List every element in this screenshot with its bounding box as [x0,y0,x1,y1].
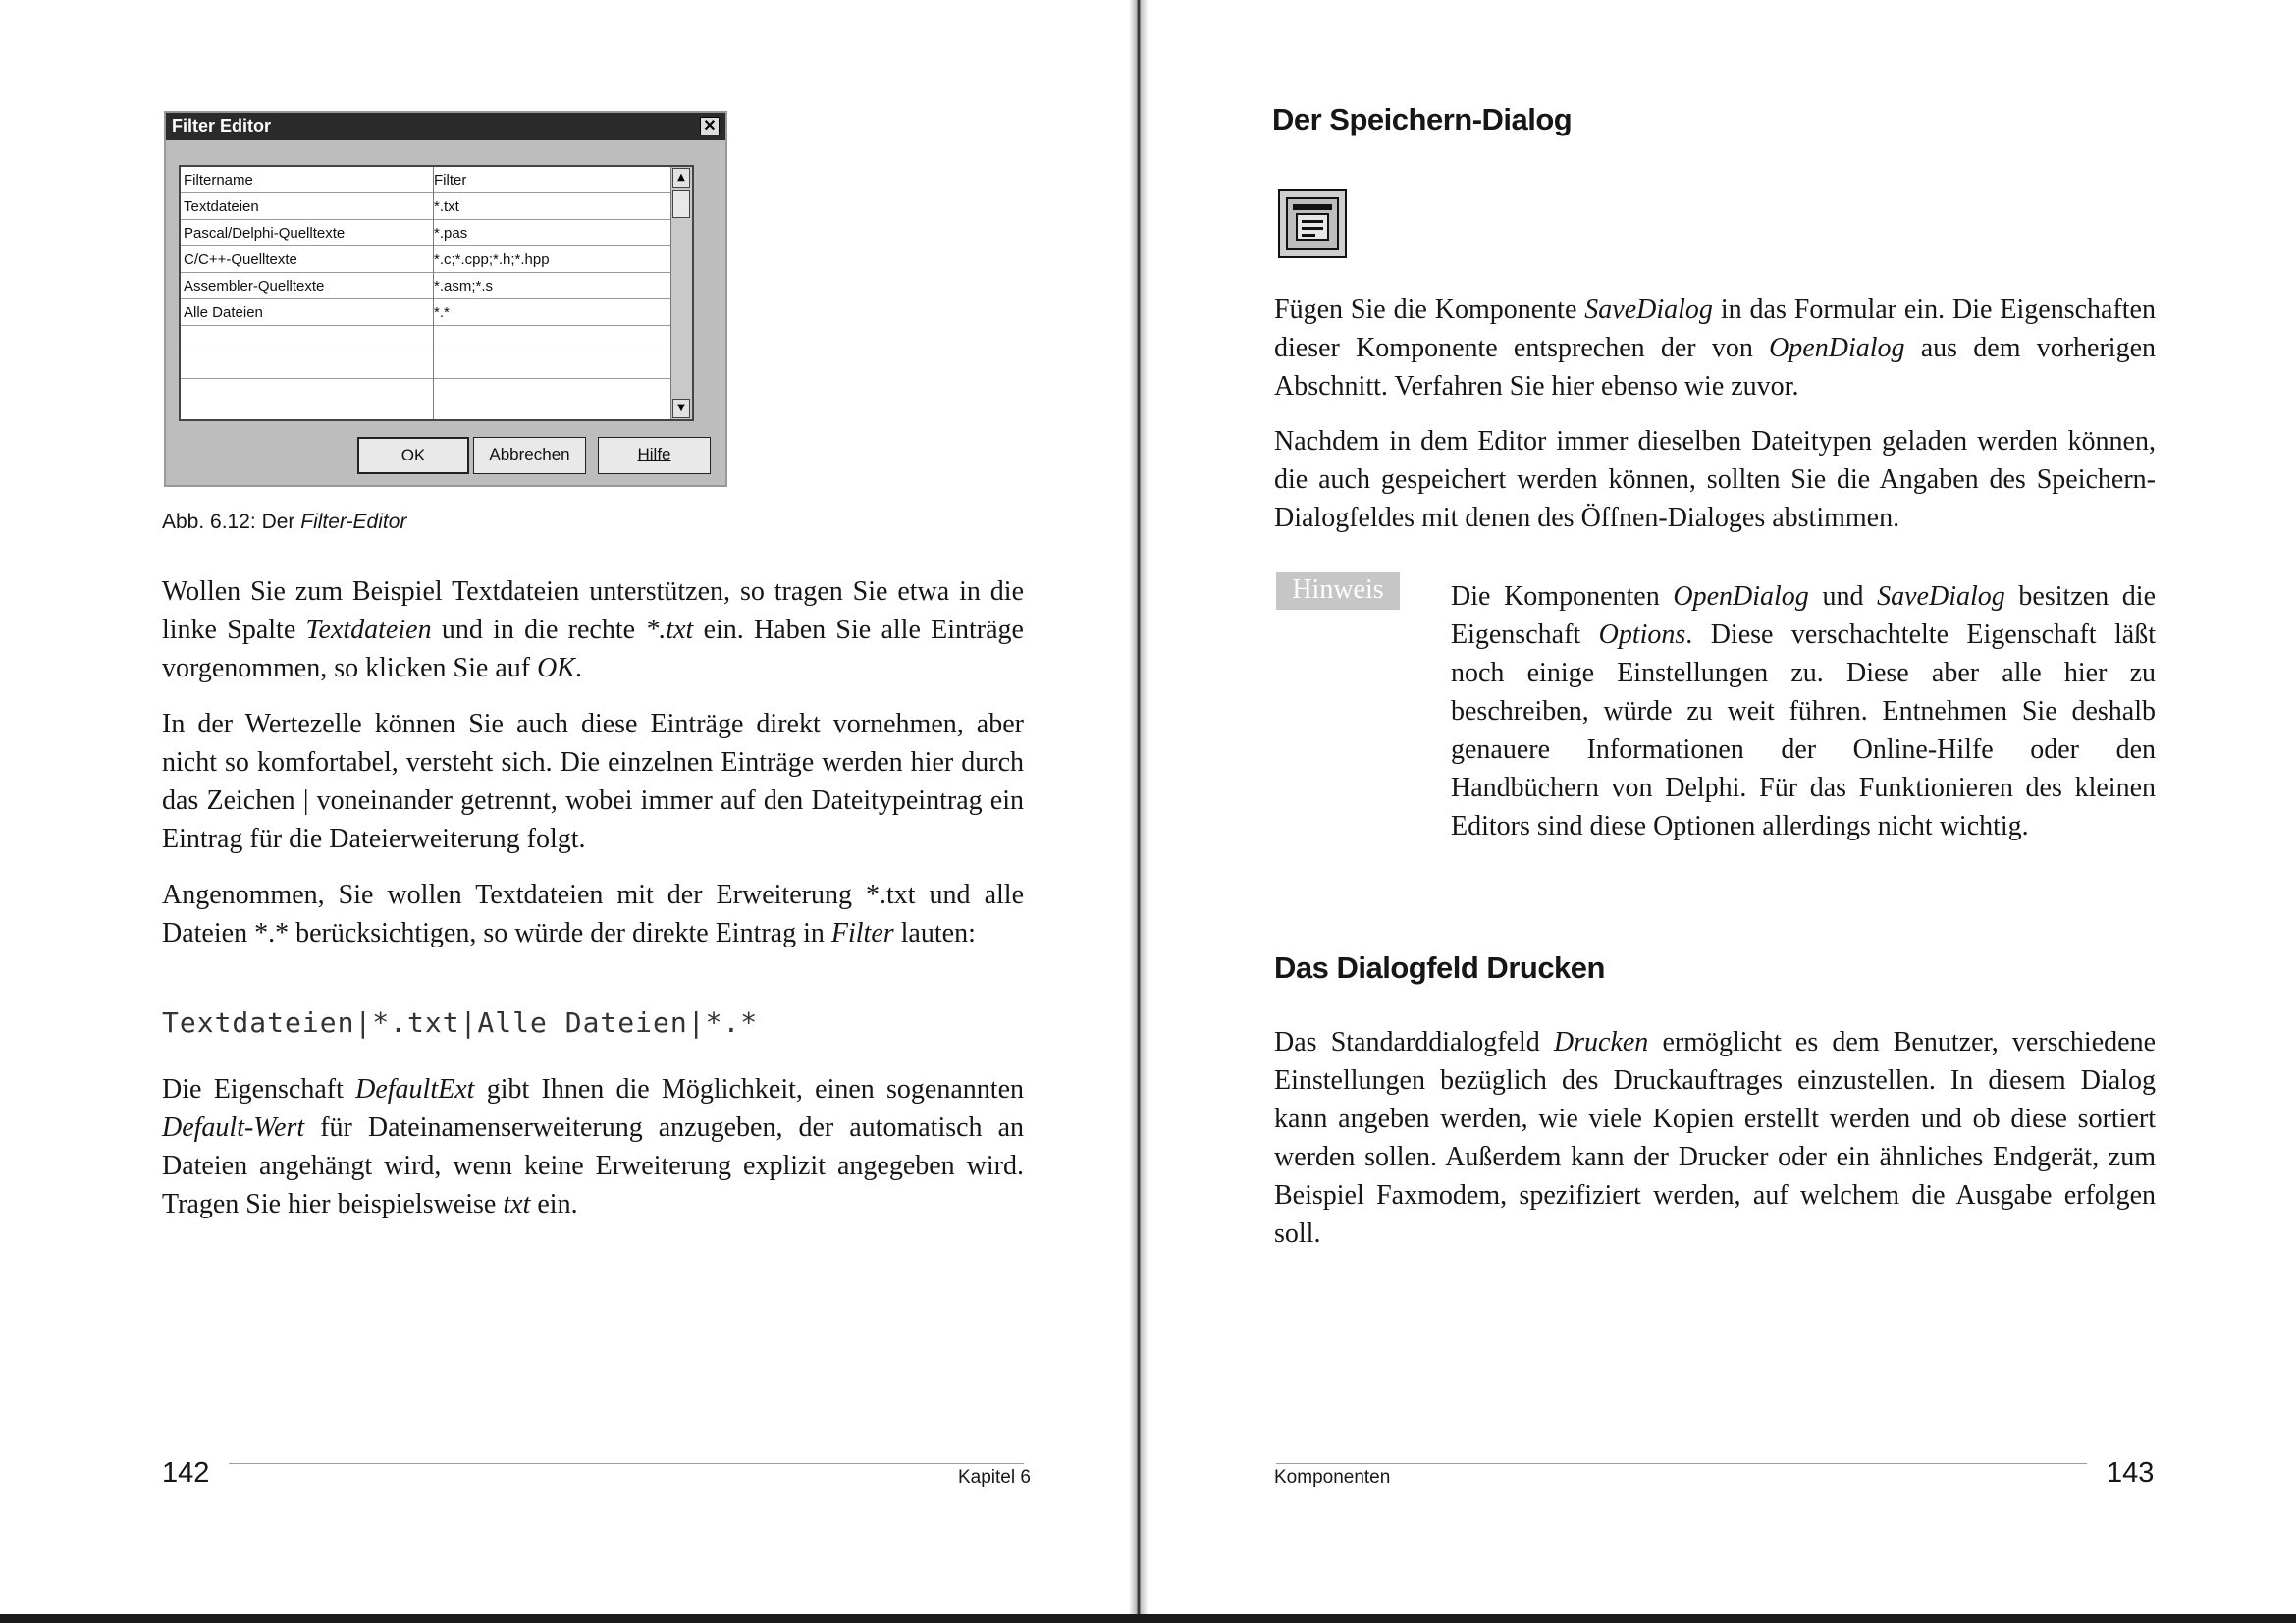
filtername-cell[interactable]: C/C++-Quelltexte [181,246,434,273]
text: ein. [530,1189,578,1219]
table-row[interactable] [181,379,692,406]
text-italic: OK [537,653,575,683]
running-head-right: Komponenten [1274,1467,1391,1488]
text: Fügen Sie die Komponente [1274,295,1585,325]
filter-grid[interactable] [179,165,694,421]
filter-cell[interactable] [431,352,669,379]
text-italic: Default-Wert [162,1112,305,1143]
text: ein. Haben Sie alle Einträge vorgenommen, so klicken Sie auf [162,615,1024,683]
text: . [574,653,582,683]
page-number-right: 143 [2107,1457,2155,1488]
ok-button[interactable]: OK [357,437,469,474]
figure-caption [162,511,406,534]
filter-cell[interactable]: *.txt [434,198,459,215]
heading-dialogfeld-drucken: Das Dialogfeld Drucken [1274,950,1605,985]
filtername-cell[interactable]: Alle Dateien [181,299,434,326]
text-italic: *.txt [645,615,694,645]
filtername-cell[interactable]: Textdateien [181,193,434,220]
text: in das Formular ein. Die Eigenschaften dieser Komponente entsprechen der von [1274,295,2156,363]
text: . Diese verschachtelte Eigenschaft läßt noch einige Einstellungen zu. Diese aber alle hier zu beschreiben, würde zu weit führen. Entnehmen Sie deshalb genauere Informationen der Online-Hilfe oder den Handbüchern von Delphi. Für das Funktionieren des kleinen Editors sind diese Optionen allerdings nicht wichtig. [1451,620,2156,841]
page-number-left: 142 [162,1457,210,1488]
footer-rule-left [229,1463,1024,1464]
filtername-cell[interactable] [181,326,434,352]
text-italic: OpenDialog [1769,333,1905,363]
paragraph-3 [162,876,1024,952]
table-row[interactable] [181,220,692,246]
text-italic: Filter [830,918,894,948]
text: gibt Ihnen die Möglichkeit, einen sogenannten [474,1074,1024,1105]
filter-cell[interactable]: *.asm;*.s [434,278,494,295]
filter-cell[interactable]: *.c;*.cpp;*.h;*.hpp [434,251,550,268]
paragraph-4 [162,1070,1024,1223]
text-italic: DefaultExt [355,1074,475,1105]
column-header-filtername: Filtername [181,167,434,193]
text: und [1808,581,1878,612]
filter-cell[interactable]: *.pas [434,225,468,242]
caption-prefix: Abb. 6.12: Der [162,511,301,533]
paragraph-savedialog [1274,291,2156,406]
filter-cell[interactable]: *.* [434,304,450,321]
scan-bottom-edge [0,1614,2296,1623]
footer-rule-right [1276,1463,2087,1464]
scroll-up-icon[interactable]: ▲ [672,168,690,188]
text-italic: Options [1598,620,1686,650]
text: für Dateinamenserweiterung anzugeben, der automatisch an Dateien angehängt wird, wenn keine Erweiterung explizit angegeben wird. Tragen Sie hier beispielsweise [162,1112,1024,1219]
table-row[interactable] [181,352,692,379]
note-badge: Hinweis [1276,572,1400,610]
note-text [1451,577,2156,845]
text-italic: OpenDialog [1673,581,1809,612]
text: besitzen die Eigenschaft [1451,581,2157,650]
column-header-filter: Filter [434,172,467,189]
text: und in die rechte [431,615,646,645]
paragraph-dateitypen: Nachdem in dem Editor immer dieselben Dateitypen geladen werden können, die auch gespeichert werden können, sollten Sie die Angaben des Speichern-Dialogfeldes mit denen des Öffnen-Dialoges abstimmen. [1274,426,2156,533]
table-row[interactable] [181,193,692,220]
book-spine [1129,0,1148,1623]
text-italic: txt [503,1189,531,1219]
paragraph-drucken [1274,1023,2156,1253]
text: Wollen Sie zum Beispiel Textdateien unterstützen, so tragen Sie etwa in die linke Spalte [162,576,1024,645]
running-head-left: Kapitel 6 [958,1467,1031,1488]
text: Angenommen, Sie wollen Textdateien mit der Erweiterung *.txt und alle Dateien *.* berücksichtigen, so würde der direkte Eintrag in [162,880,1024,948]
table-row[interactable] [181,246,692,273]
table-row[interactable] [181,326,692,352]
table-row[interactable] [181,273,692,299]
filter-cell[interactable] [431,379,669,406]
close-icon[interactable]: ✕ [700,117,720,135]
caption-italic: Filter-Editor [300,511,407,533]
text: lauten: [893,918,976,948]
cancel-button[interactable]: Abbrechen [473,437,586,474]
floppy-disk-icon [1278,189,1347,258]
table-row[interactable] [181,299,692,326]
filter-editor-titlebar [166,113,725,140]
text: Die Komponenten [1451,581,1674,612]
code-example: Textdateien|*.txt|Alle Dateien|*.* [162,1006,759,1039]
filtername-cell[interactable] [181,379,434,419]
paragraph-1 [162,572,1024,687]
text: ermöglicht es dem Benutzer, verschiedene Einstellungen bezüglich des Druckauftrages einzustellen. In diesem Dialog kann angeben werden, wie viele Kopien erstellt werden und ob diese sortiert werden sollen. Außerdem kann der Drucker oder ein ähnliches Endgerät, zum Beispiel Faxmodem, spezifiziert werden, auf welchem die Ausgabe erfolgen soll. [1274,1027,2156,1249]
text-italic: Textdateien [305,615,432,645]
filter-editor-title: Filter Editor [172,116,272,135]
heading-speichern-dialog: Der Speichern-Dialog [1272,102,1573,136]
floppy-disk-icon [1280,191,1345,256]
text: aus dem vorherigen Abschnitt. Verfahren Sie hier ebenso wie zuvor. [1274,333,2156,402]
paragraph-2: In der Wertezelle können Sie auch diese Einträge direkt vornehmen, aber nicht so komfortabel, versteht sich. Die einzelnen Einträge werden hier durch das Zeichen | voneinander getrennt, wobei immer auf den Dateitypeintrag ein Eintrag für die Dateierweiterung folgt. [162,709,1024,854]
filter-grid-header [181,167,692,193]
scroll-thumb[interactable] [672,190,690,218]
filtername-cell[interactable]: Assembler-Quelltexte [181,273,434,299]
text-italic: SaveDialog [1584,295,1713,325]
scroll-down-icon[interactable]: ▼ [672,399,690,418]
filtername-cell[interactable] [181,352,434,379]
text: Das Standarddialogfeld [1274,1027,1554,1057]
filtername-cell[interactable]: Pascal/Delphi-Quelltexte [181,220,434,246]
text: Die Eigenschaft [162,1074,356,1105]
filter-editor-screenshot [164,111,727,487]
filter-cell[interactable] [431,326,669,352]
vertical-scrollbar[interactable] [670,167,692,419]
text-italic: SaveDialog [1877,581,2005,612]
text-italic: Drucken [1553,1027,1649,1057]
help-button[interactable]: Hilfe [598,437,711,474]
